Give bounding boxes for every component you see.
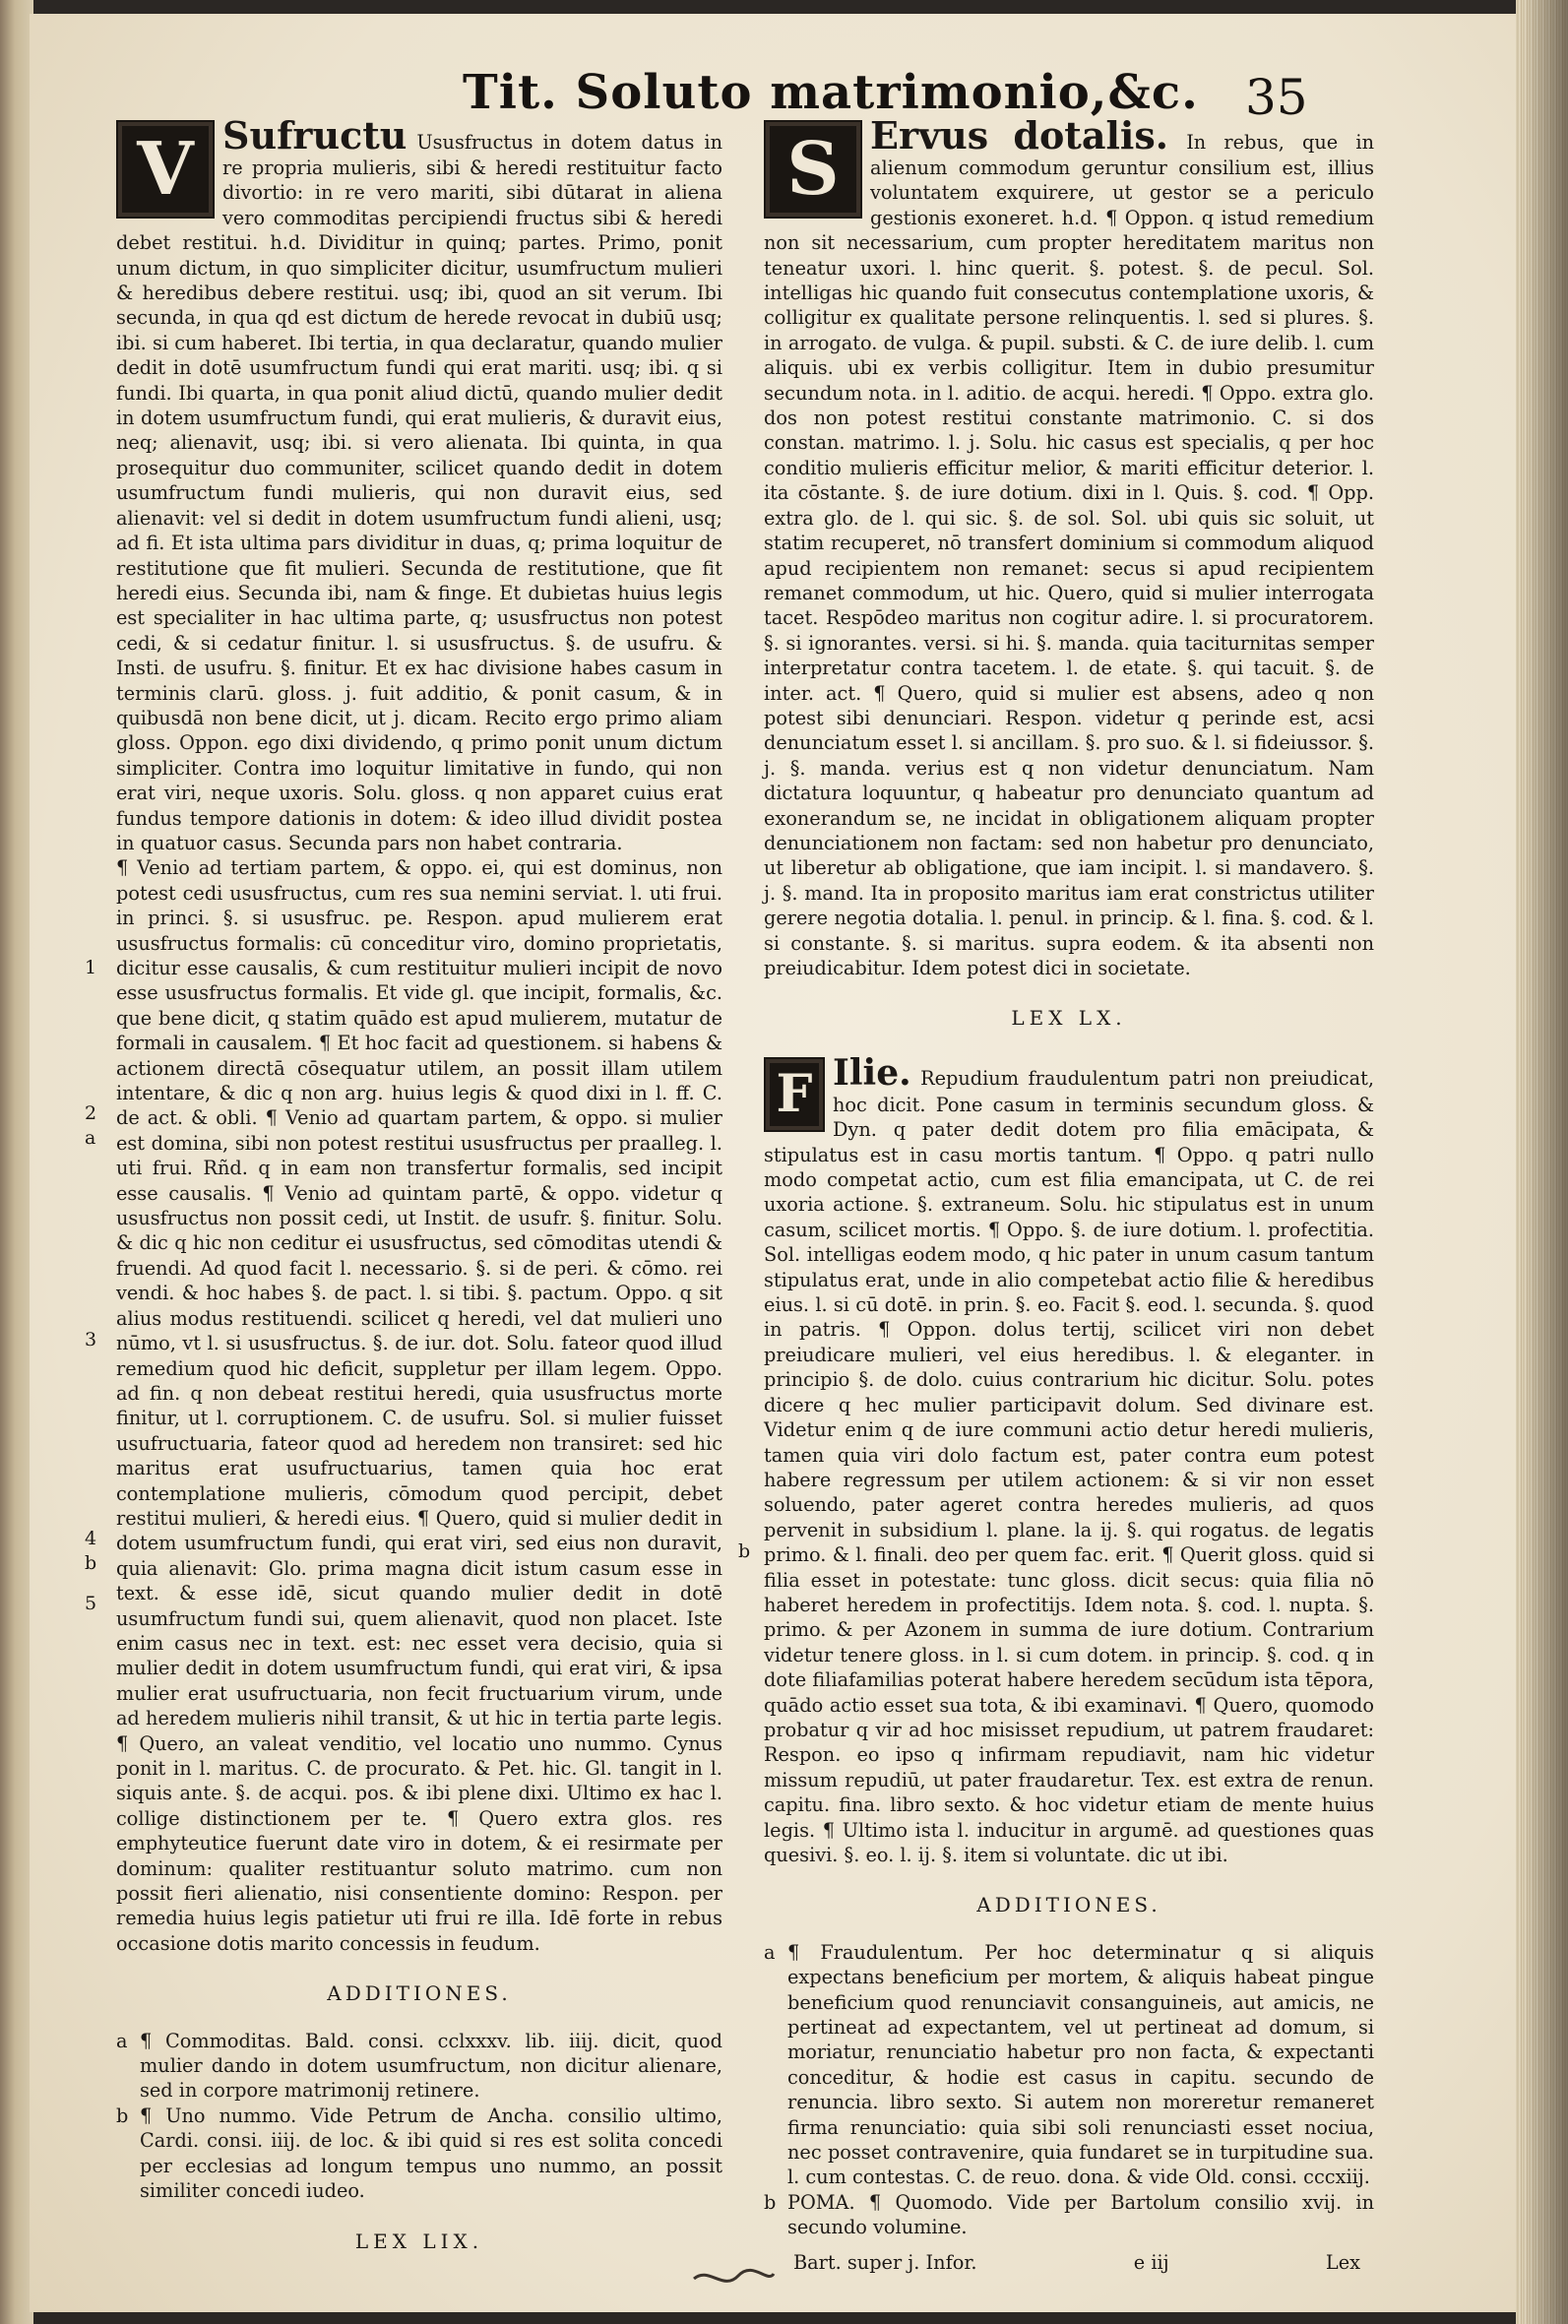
note-text: ¶ Commoditas. Bald. consi. cclxxxv. lib. iiij. dicit, quod mulier dando in dotem usumfructum, non dicitur alienare, sed in corpore matrimonij retinere. (140, 2029, 722, 2103)
note-marker: a (764, 1940, 776, 1964)
left-body-paragraph: ¶ Venio ad tertiam partem, & oppo. ei, qui est dominus, non potest cedi ususfructus, cum res sua nemini serviat. l. uti frui. in princi. §. si ususfruc. pe. Respon. apud mulierem erat ususfructus formalis: cū conceditur viro, domino proprietatis, dicitur esse causalis, & cum restituitur mulieri incipit de novo esse ususfructus formalis. Et vide gl. que incipit, formalis, &c. que bene dicit, q statim quādo est apud mulierem, mutatur de formali in causalem. ¶ Et hoc facit ad questionem. si habens & actionem directā cōsequatur utilem, an possit illam utilem intentare, & dic q non arg. huius legis & quod dixi in l. ff. C. de act. & obli. ¶ Venio ad quartam partem, & oppo. si mulier est domina, sibi non potest restitui ususfructus per praalleg. l. uti frui. Rñd. q in eam non transfertur formalis, sed incipit esse causalis. ¶ Venio ad quintam partē, & oppo. videtur q ususfructus non possit cedi, ut Instit. de usufr. §. finitur. Solu. & dic q hic non ceditur ei ususfructus, sed cōmoditas utendi & fruendi. Ad quod facit l. necessario. §. si de peri. & cōmo. rei vendi. & hoc habes §. de pact. l. si tibi. §. pactum. Oppo. q sit alius modus restituendi. scilicet q heredi, vel dat mulieri uno nūmo, vt l. si ususfructus. §. de iur. dot. Solu. fateor quod illud remedium quod hic deficit, suppletur per illam legem. Oppo. ad fin. q non debeat restitui heredi, quia ususfructus morte finitur, ut l. corruptionem. C. de usufru. Sol. si mulier fuisset usufructuaria, fateor quod ad heredem non transiret: sed hic maritus erat usufructuarius, tamen quia hoc erat contemplatione mulieris, cōmodum quod percipit, debet restitui mulieri, & heredi eius. ¶ Quero, quid si mulier dedit in dotem usumfructum fundi, qui erat viri, sed eius non duravit, quia alienavit: Glo. prima magna dicit istum casum esse in text. & esse idē, sicut quando mulier dedit in dotē usumfructum fundi sui, quem alienavit, quod non placet. Iste enim casus nec in text. est: nec esset vera decisio, quia si mulier dedit in dotem usumfructum fundi, qui erat viri, & ipsa mulier erat usufructuaria, non fecit fructuarium virum, unde ad heredem mulieris nihil transit, & ut hic in tertia parte legis. ¶ Quero, an valeat venditio, vel locatio uno nummo. Cynus ponit in l. maritus. C. de procurato. & Pet. hic. Gl. tangit in l. siquis ante. §. de acqui. pos. & ibi plene dixi. Ultimo ex hac l. collige distinctionem per te. ¶ Quero extra glos. res emphyteutice fuerunt date viro in dotem, & ei resirmate per dominum: qualiter restituantur soluto matrimo. cum non possit fieri alienatio, nisi consentiente domino: Respon. per remedia huius legis patietur uti frui re illa. Idē forte in rebus occasione dotis marito concessis in feudum. (116, 856, 722, 1955)
note-marker: b (116, 2104, 129, 2127)
right-additiones-title: ADDITIONES. (976, 1893, 1161, 1917)
right-note-b (764, 2190, 1374, 2240)
note-text: ¶ Fraudulentum. Per hoc determinatur q si aliquis expectans beneficium per mortem, & aliquis habeat pingue beneficium quod renunciavit consanguineis, aut amicis, ne pertineat ad expectantem, vel ut pertineat ad domum, si moriatur, renunciatio habetur pro non facta, & expectanti conceditur, & hodie est casus in capitu. secundo de renuncia. libro sexto. Si autem non moreretur remaneret firma renunciatio: quia sibi soli renunciasti esset nociua, nec posset contravenire, quia fundaret se in turpitudine sua. l. cum contestas. C. de reuo. dona. & vide Old. consi. cccxiij. (787, 1940, 1374, 2189)
margin-number-2: 2 (85, 1102, 97, 1124)
page-footer (764, 2250, 1374, 2275)
catchword-line: Bart. super j. Infor. (793, 2250, 977, 2274)
running-title: Tit. Soluto matrimonio,&c. (463, 65, 1199, 120)
note-text: ¶ Uno nummo. Vide Petrum de Ancha. consilio ultimo, Cardi. consi. iiij. de loc. & ibi quid si res est solita concedi per ecclesias ad longum tempus uno nummo, an possit similiter concedi iudeo. (140, 2104, 722, 2203)
right-column (764, 113, 1374, 2275)
left-column (116, 113, 722, 2276)
edge-shadow (1524, 0, 1568, 2324)
page-gutter (0, 0, 33, 2324)
right-note-a (764, 1940, 1374, 2190)
signature-mark: e iij (1133, 2250, 1169, 2274)
margin-letter-a: a (85, 1127, 96, 1149)
right-body-paragraph (764, 1053, 1374, 1868)
lex-lx-heading: LEX LX. (1011, 1006, 1127, 1031)
margin-number-4: 4 (85, 1528, 97, 1549)
right-body-text: Repudium fraudulentum patri non preiudicat, hoc dicit. Pone casum in terminis secundum gloss. & Dyn. q pater dedit dotem pro filia emācipata, & stipulatus est in casu mortis tantum. ¶ Oppo. q patri nullo modo competat actio, cum est filia emancipata, ut C. de rei uxoria actione. §. extraneum. Solu. hic stipulatus est in unum casum, scilicet mortis. ¶ Oppo. §. de iure dotium. l. profectitia. Sol. intelligas eodem modo, q hic pater in unum casum tantum stipulatus erat, unde in alio competebat actio filie & heredibus eius. l. si cū dotē. in prin. §. eo. Facit §. eod. l. secunda. §. quod in patris. ¶ Oppon. dolus tertij, scilicet viri non debet preiudicare mulieri, vel eius heredibus. l. & eleganter. in principio §. de dolo. cuius contrarium hic dicitur. Solu. potes dicere q hec mulier participavit dolum. Sed divinare est. Videtur enim q de iure communi actio detur heredi mulieris, tamen quia viri dolo factum est, pater contra eum potest habere regressum per utilem actionem: & si vir non esset soluendo, pater ageret contra heredes mulieris, ad quos pervenit in subsidium l. plane. la ij. §. qui rogatus. de legatis primo. & l. finali. deo per quem fac. erit. ¶ Querit gloss. quid si filia esset in potestate: tunc gloss. dicit secus: quia filia nō haberet heredem in profectitijs. Idem nota. §. cod. l. nupta. §. primo. & per Azonem in summa de iure dotium. Contrarium videtur tenere gloss. in l. si cum dotem. in princip. §. cod. q in dote filiafamilias poterat habere heredem secūdum ista tēpora, quādo actio esset sua tota, & ibi examinavi. ¶ Quero, quomodo probatur q vir ad hoc misisset repudium, ut patrem fraudaret: Respon. eo ipso q infirmam repudiavit, nam hic videtur missum repudiū, ut pater fraudaretur. Tex. est extra de renun. capitu. fina. libro sexto. & hoc videtur etiam de mente huius legis. ¶ Ultimo ista l. inducitur in argumē. ad questiones quas quesivi. §. eo. l. ij. §. item si voluntate. dic ut ibi. (764, 1066, 1374, 1866)
initial-v-woodcut: V (116, 120, 215, 219)
lex-lix-heading: LEX LIX. (354, 2229, 484, 2253)
custos-word: Lex (1325, 2250, 1360, 2274)
note-marker: b (764, 2190, 777, 2214)
initial-f-woodcut: F (764, 1057, 825, 1132)
note-text: POMA. ¶ Quomodo. Vide per Bartolum consilio xvij. in secundo volumine. (787, 2190, 1374, 2239)
margin-number-3: 3 (85, 1329, 97, 1350)
margin-number-1: 1 (85, 957, 97, 978)
initial-s-woodcut: S (764, 120, 862, 219)
folio-number: 35 (1245, 69, 1308, 126)
left-note-b (116, 2104, 722, 2204)
lemma-heading: Ervus dotalis. (870, 113, 1168, 157)
left-additiones-title: ADDITIONES. (327, 1981, 512, 2006)
left-intro-paragraph (116, 113, 722, 855)
margin-letter-b: b (85, 1552, 97, 1574)
right-intro-paragraph (764, 113, 1374, 980)
left-note-a (116, 2029, 722, 2104)
lemma-heading: Ilie. (833, 1051, 911, 1094)
left-intro-text: Ususfructus in dotem datus in re propria mulieris, sibi & heredi restituitur facto divortio: in re vero mariti, sibi dūtarat in aliena vero commoditas percipiendi fructus sibi & heredi debet restitui. h.d. Dividitur in quinq; partes. Primo, ponit unum dictum, in quo simpliciter dicitur, usumfructum mulieri & heredibus debere restitui. usq; ibi, quod an sit verum. Ibi secunda, in qua qd est dictum de herede revocat in dubiū usq; ibi. si cum haberet. Ibi tertia, in qua declaratur, quando mulier dedit in dotē usumfructum fundi qui erat mariti. usq; ibi. q si fundi. Ibi quarta, in qua ponit aliud dictū, quando mulier dedit in dotem usumfructum fundi, qui erat mulieris, & duravit eius, neq; alienavit, usq; ibi. si vero alienata. Ibi quinta, in qua prosequitur duo communiter, scilicet quando dedit in dotem usumfructum fundi mulieris, qui non duravit eius, sed alienavit: vel si dedit in dotem usumfructum fundi alieni, usq; ad fi. Et ista ultima pars dividitur in duas, q; prima loquitur de restitutione que fit mulieri. Secunda de restitutione, que fit heredi eius. Secunda ibi, nam & finge. Et dubietas huius legis est specialiter in hac ultima parte, q; ususfructus non potest cedi, & si cedatur finitur. l. si ususfructus. §. de usufru. & Insti. de usufru. §. finitur. Et ex hac divisione habes casum in terminis clarū. gloss. j. fuit additio, & ponit casum, & in quibusdā non bene dicit, ut j. dicam. Recito ergo primo aliam gloss. Oppon. ego dixi dividendo, q primo ponit unum dictum simpliciter. Contra imo loquitur limitative in fundo, qui non erat viri, neque uxoris. Solu. gloss. q non apparet cuius erat fundus tempore dationis in dotem: & ideo illud dividit postea in quatuor casus. Secunda pars non habet contraria. (116, 131, 722, 854)
right-intro-text: In rebus, que in alienum commodum geruntur consilium est, illius voluntatem exquirere, ut gestor se a periculo gestionis exoneret. h.d. ¶ Oppon. q istud remedium non sit necessarium, cum propter hereditatem maritus non teneatur uxori. l. hinc querit. §. potest. §. de pecul. Sol. intelligas hic quando fuit consecutus contemplatione uxoris, & colligitur ex qualitate persone relinquentis. l. sed si plures. §. in arrogato. de vulga. & pupil. substi. & C. de iure delib. l. cum aliquis. ubi ex verbis colligitur. Item in dubio presumitur secundum nota. in l. aditio. de acqui. heredi. ¶ Oppo. extra glo. dos non potest restitui constante matrimonio. C. si dos constan. matrimo. l. j. Solu. hic casus est specialis, q per hoc conditio mulieris efficitur melior, & mariti efficitur deterior. l. ita cōstante. §. de iure dotium. dixi in l. Quis. §. cod. ¶ Opp. extra glo. de l. qui sic. §. de sol. Sol. ubi quis sic soluit, ut statim recuperet, nō transfert dominium si commodum aliquod apud recipientem non remanet: secus si apud recipientem remanet commodum, ut hic. Quero, quid si mulier interrogata tacet. Respōdeo maritus non cogitur adire. l. si procuratorem. §. si ignorantes. versi. si hi. §. manda. quia taciturnitas semper interpretatur contra tacetem. l. de etate. §. qui tacuit. §. de inter. act. ¶ Quero, quid si mulier est absens, adeo q non potest sibi denunciari. Respon. videtur q perinde est, acsi denunciatum esset l. si ancillam. §. pro suo. & l. si fideiussor. §. j. §. manda. verius est q non videtur denunciatum. Nam dictatura loquuntur, q habeatur pro denunciato quantum ad exonerandum se, ne incidat in obligationem aliquam propter denunciationem non factam: sed non habetur pro denunciato, ut liberetur ab obligatione, que iam incipit. l. si mandavero. §. j. §. mand. Ita in proposito maritus iam erat constrictus utiliter gerere negotia dotalia. l. penul. in princip. & l. fina. §. cod. & l. si constante. §. si maritus. supra eodem. & ita absenti non preiudicabitur. Idem potest dici in societate. (764, 131, 1374, 979)
note-marker: a (116, 2029, 128, 2052)
margin-number-5: 5 (85, 1593, 97, 1614)
lemma-heading: Sufructu (222, 113, 408, 157)
ink-flourish-mark (689, 2264, 778, 2293)
margin-letter-b-right: b (738, 1540, 751, 1562)
